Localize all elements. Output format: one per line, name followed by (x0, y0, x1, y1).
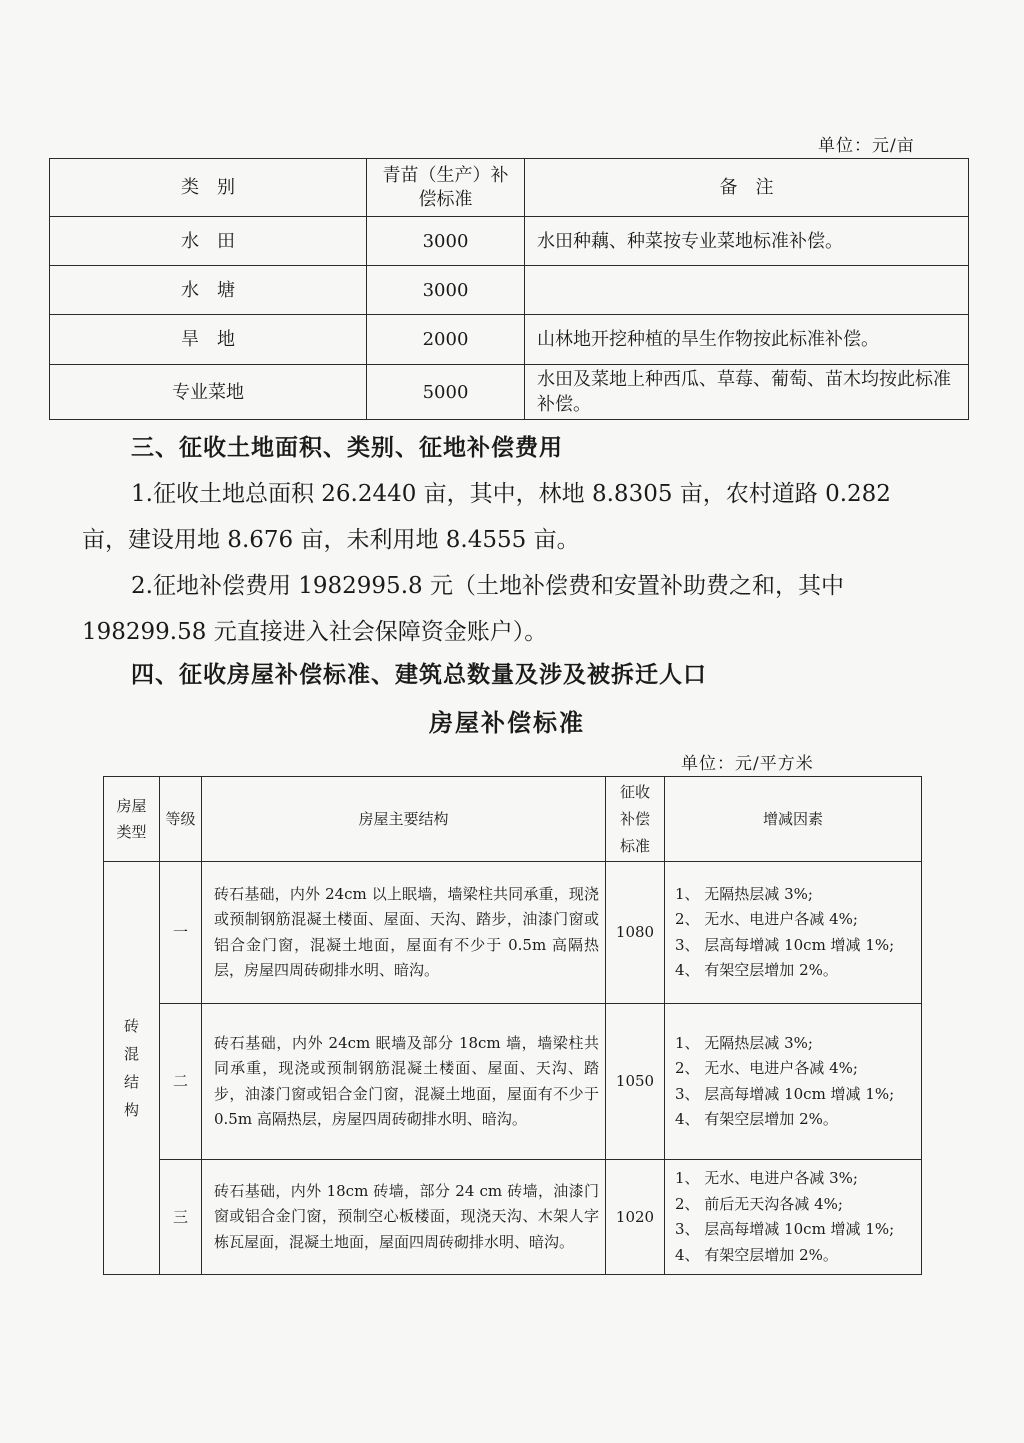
crop-compensation-table (49, 158, 969, 420)
row-category: 水 田 (50, 217, 367, 266)
table-row (50, 365, 969, 420)
crop-table-unit: 单位：元/亩 (818, 136, 915, 156)
factor-item: 3、 层高每增减 10cm 增减 1%; (675, 1084, 895, 1103)
factors-cell (665, 1004, 922, 1160)
header-standard: 征收补偿标准 (606, 777, 665, 862)
table-row (104, 1004, 922, 1160)
row-standard: 3000 (367, 217, 525, 266)
row-standard: 2000 (367, 315, 525, 365)
factor-item: 1、 无隔热层减 3%; (675, 1033, 813, 1052)
row-note: 水田种藕、种菜按专业菜地标准补偿。 (525, 217, 969, 266)
header-factors: 增减因素 (665, 777, 922, 862)
section3-paragraph-1: 1.征收土地总面积 26.2440 亩，其中，林地 8.8305 亩，农村道路 0.282 亩，建设用地 8.676 亩，未利用地 8.4555 亩。 (82, 481, 891, 553)
row-category: 专业菜地 (50, 365, 367, 420)
table-row (50, 217, 969, 266)
factor-item: 3、 层高每增减 10cm 增减 1%; (675, 935, 895, 954)
standard-cell: 1080 (606, 862, 665, 1004)
row-note: 水田及菜地上种西瓜、草莓、葡萄、苗木均按此标准补偿。 (525, 365, 969, 420)
grade-cell: 一 (160, 862, 202, 1004)
table-row (104, 1160, 922, 1275)
factor-item: 1、 无隔热层减 3%; (675, 884, 813, 903)
factor-item: 1、 无水、电进户各减 3%; (675, 1169, 858, 1187)
header-note: 备 注 (525, 159, 969, 217)
header-house-type: 房屋类型 (104, 777, 160, 862)
factor-item: 2、 无水、电进户各减 4%; (675, 1059, 858, 1077)
grade-cell: 二 (160, 1004, 202, 1160)
factor-item: 4、 有架空层增加 2%。 (675, 961, 838, 979)
header-grade: 等级 (160, 777, 202, 862)
section3-heading: 三、征收土地面积、类别、征地补偿费用 (131, 434, 563, 461)
table-header-row (50, 159, 969, 217)
factors-cell (665, 862, 922, 1004)
row-category: 水 塘 (50, 266, 367, 315)
row-standard: 3000 (367, 266, 525, 315)
table-row (50, 315, 969, 365)
row-note (525, 266, 969, 315)
standard-cell: 1020 (606, 1160, 665, 1275)
house-compensation-table (103, 776, 922, 1275)
structure-cell: 砖石基础，内外 18cm 砖墙，部分 24 cm 砖墙，油漆门窗或铝合金门窗，预制空心板楼面，现浇天沟、木架人字栋瓦屋面，混凝土地面，屋面四周砖砌排水明、暗沟。 (202, 1160, 606, 1275)
header-standard: 青苗（生产）补偿标准 (367, 159, 525, 217)
factors-cell (665, 1160, 922, 1275)
header-category: 类 别 (50, 159, 367, 217)
section3-paragraph-2: 2.征地补偿费用 1982995.8 元（土地补偿费和安置补助费之和，其中 198299.58 元直接进入社会保障资金账户）。 (82, 573, 844, 645)
factor-item: 2、 前后无天沟各减 4%; (675, 1194, 843, 1213)
house-table-unit: 单位：元/平方米 (681, 754, 814, 774)
house-table-title: 房屋补偿标准 (429, 708, 585, 737)
factor-item: 2、 无水、电进户各减 4%; (675, 910, 858, 928)
house-type-cell: 砖混结构 (104, 862, 160, 1275)
table-header-row (104, 777, 922, 862)
table-row (50, 266, 969, 315)
grade-cell: 三 (160, 1160, 202, 1275)
row-category: 旱 地 (50, 315, 367, 365)
standard-cell: 1050 (606, 1004, 665, 1160)
factor-item: 3、 层高每增减 10cm 增减 1%; (675, 1220, 895, 1238)
structure-cell: 砖石基础，内外 24cm 以上眠墙，墙梁柱共同承重，现浇或预制钢筋混凝土楼面、屋面、天沟、踏步，油漆门窗或铝合金门窗，混凝土地面，屋面有不少于 0.5m 高隔热层，房屋四周砖砌排水明、暗沟。 (202, 862, 606, 1004)
table-row (104, 862, 922, 1004)
row-standard: 5000 (367, 365, 525, 420)
row-note: 山林地开挖种植的旱生作物按此标准补偿。 (525, 315, 969, 365)
factor-item: 4、 有架空层增加 2%。 (675, 1245, 838, 1264)
header-structure: 房屋主要结构 (202, 777, 606, 862)
factor-item: 4、 有架空层增加 2%。 (675, 1110, 838, 1128)
structure-cell: 砖石基础，内外 24cm 眠墙及部分 18cm 墙，墙梁柱共同承重，现浇或预制钢筋混凝土楼面、屋面、天沟、踏步，油漆门窗或铝合金门窗，混凝土地面，屋面有不少于 0.5m 高隔热层，房屋四周砖砌排水明、暗沟。 (202, 1004, 606, 1160)
section4-heading: 四、征收房屋补偿标准、建筑总数量及涉及被拆迁人口 (131, 661, 707, 688)
